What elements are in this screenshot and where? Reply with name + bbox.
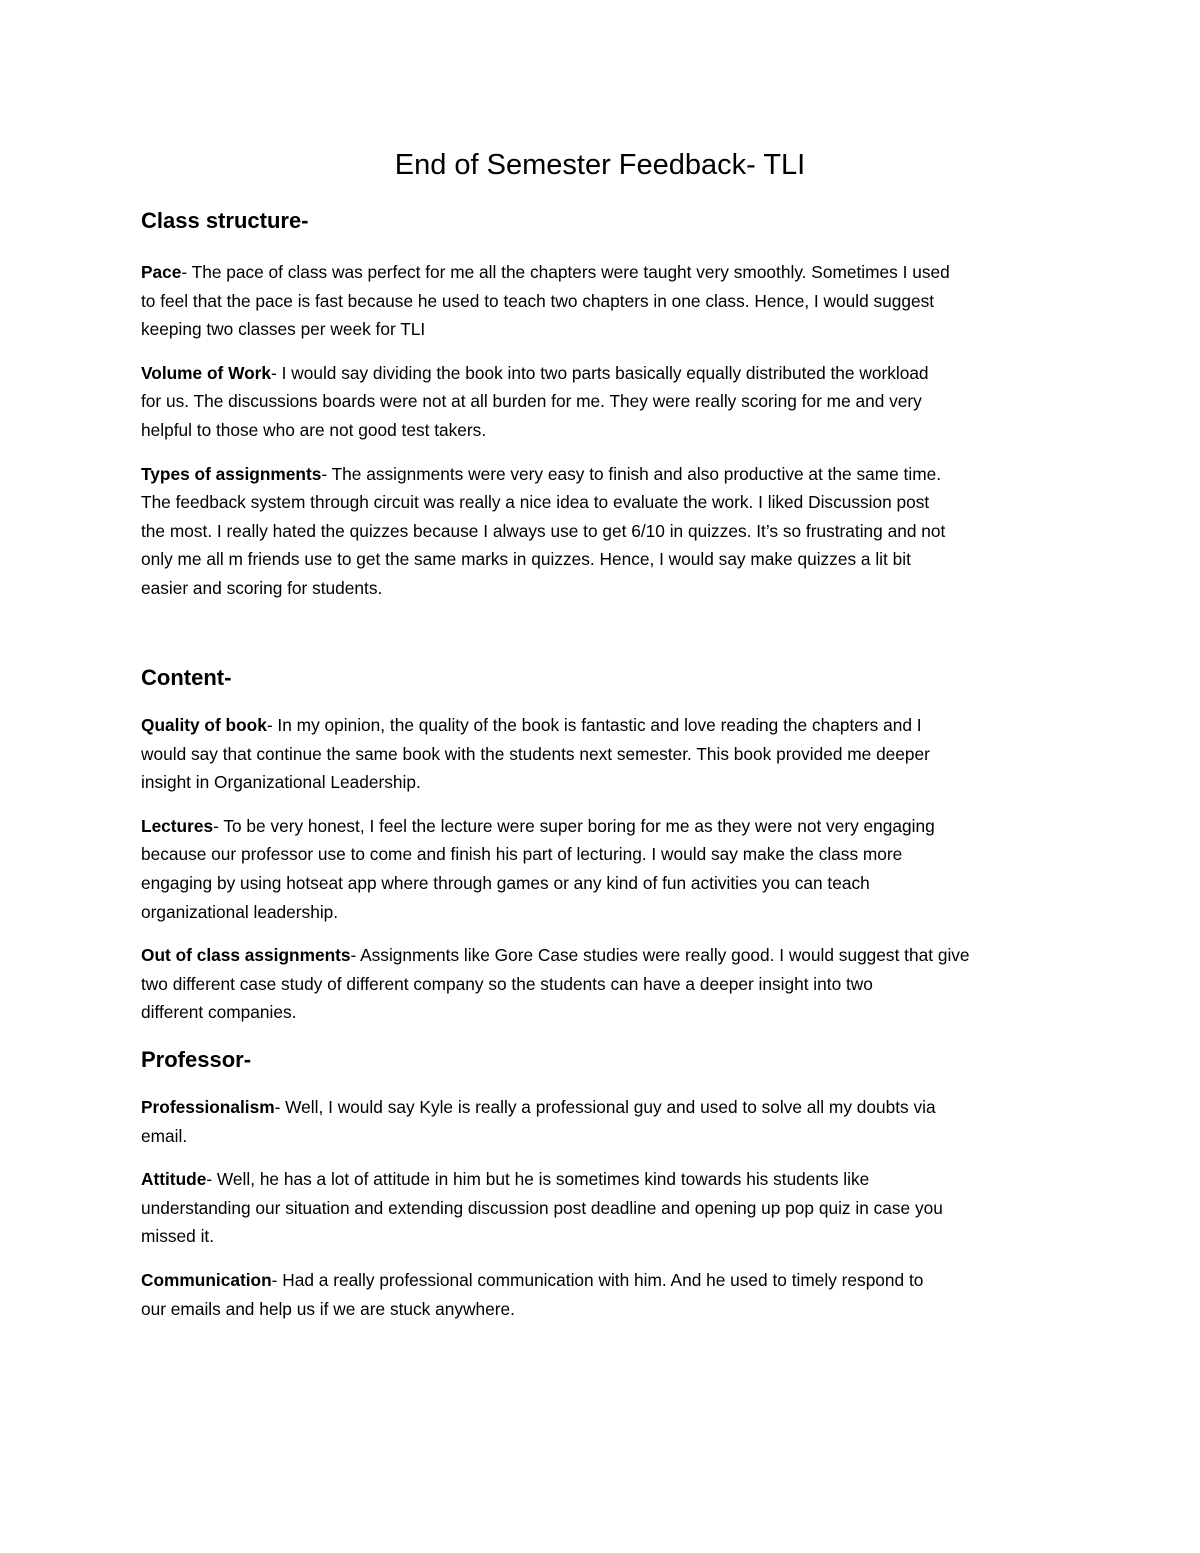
- paragraph-line: our emails and help us if we are stuck anywhere.: [141, 1298, 515, 1319]
- paragraph-line: because our professor use to come and finish his part of lecturing. I would say make the class more: [141, 844, 903, 865]
- paragraph-term: Communication: [141, 1269, 272, 1290]
- paragraph-line: for us. The discussions boards were not at all burden for me. They were really scoring for me and very: [141, 391, 922, 412]
- paragraph-line: different companies.: [141, 1002, 297, 1023]
- section-professor: [141, 1045, 1071, 1323]
- section-content: [141, 663, 1071, 1027]
- paragraph-line: understanding our situation and extending discussion post deadline and opening up pop quiz in case you: [141, 1197, 943, 1218]
- paragraph-line: [141, 1165, 1060, 1194]
- paragraph-line: engaging by using hotseat app where through games or any kind of fun activities you can teach: [141, 872, 870, 893]
- paragraph-volume-of-work: [141, 359, 1071, 445]
- section-heading: Content-: [141, 665, 232, 690]
- paragraph-term: Attitude: [141, 1169, 207, 1190]
- paragraph-line: only me all m friends use to get the same marks in quizzes. Hence, I would say make quizzes a lit bit: [141, 549, 911, 570]
- paragraph-line: [141, 359, 1060, 388]
- paragraph-term: Professionalism: [141, 1097, 275, 1117]
- paragraph-line: [141, 812, 1060, 841]
- paragraph-text: - I would say dividing the book into two parts basically equally distributed the workload: [271, 362, 929, 383]
- paragraph-text: - Well, he has a lot of attitude in him but he is sometimes kind towards his students like: [206, 1169, 870, 1190]
- paragraph-text: - In my opinion, the quality of the book is fantastic and love reading the chapters and I: [266, 715, 922, 735]
- paragraph-line: [141, 258, 1060, 287]
- paragraph-pace: [141, 258, 1071, 344]
- paragraph-line: keeping two classes per week for TLI: [141, 319, 426, 340]
- paragraph-line: [141, 711, 1060, 740]
- paragraph-line: The feedback system through circuit was really a nice idea to evaluate the work. I liked Discussion post: [141, 492, 930, 513]
- paragraph-term: Quality of book: [141, 715, 267, 735]
- paragraph-text: - The assignments were very easy to finish and also productive at the same time.: [321, 463, 942, 484]
- paragraph-types-of-assignments: [141, 460, 1071, 603]
- paragraph-communication: [141, 1266, 1071, 1323]
- paragraph-line: [141, 1093, 1060, 1122]
- paragraph-line: would say that continue the same book with the students next semester. This book provided me deeper: [141, 743, 930, 764]
- paragraph-line: [141, 1266, 1060, 1295]
- paragraph-line: [141, 941, 1060, 970]
- paragraph-lectures: [141, 812, 1071, 926]
- section-heading: Class structure-: [141, 208, 309, 233]
- paragraph-term: Out of class assignments: [141, 945, 351, 966]
- paragraph-quality-of-book: [141, 711, 1071, 797]
- paragraph-text: - The pace of class was perfect for me all the chapters were taught very smoothly. Sometimes I used: [181, 262, 950, 282]
- paragraph-line: email.: [141, 1125, 188, 1146]
- paragraph-term: Lectures: [141, 815, 214, 836]
- paragraph-line: two different case study of different company so the students can have a deeper insight into two: [141, 973, 873, 994]
- section-heading: Professor-: [141, 1047, 252, 1072]
- paragraph-term: Volume of Work: [141, 362, 272, 383]
- paragraph-text: - Had a really professional communication with him. And he used to timely respond to: [271, 1269, 924, 1290]
- paragraph-line: to feel that the pace is fast because he used to teach two chapters in one class. Hence, I would suggest: [141, 290, 935, 311]
- document-title: End of Semester Feedback- TLI: [394, 149, 806, 181]
- paragraph-line: organizational leadership.: [141, 901, 339, 922]
- paragraph-line: helpful to those who are not good test takers.: [141, 419, 487, 440]
- paragraph-line: [141, 460, 1060, 489]
- paragraph-line: the most. I really hated the quizzes because I always use to get 6/10 in quizzes. It’s so frustrating and not: [141, 520, 946, 541]
- paragraph-professionalism: [141, 1093, 1071, 1150]
- paragraph-term: Types of assignments: [141, 463, 322, 484]
- paragraph-line: missed it.: [141, 1226, 215, 1247]
- paragraph-text: - Well, I would say Kyle is really a professional guy and used to solve all my doubts via: [274, 1097, 936, 1117]
- paragraph-term: Pace: [141, 262, 182, 282]
- paragraph-attitude: [141, 1165, 1071, 1251]
- paragraph-text: - To be very honest, I feel the lecture were super boring for me as they were not very engaging: [213, 815, 935, 836]
- section-class-structure: [141, 206, 1071, 603]
- paragraph-out-of-class-assignments: [141, 941, 1071, 1027]
- paragraph-text: - Assignments like Gore Case studies were really good. I would suggest that give: [350, 945, 970, 966]
- paragraph-line: insight in Organizational Leadership.: [141, 772, 421, 793]
- paragraph-line: easier and scoring for students.: [141, 577, 383, 598]
